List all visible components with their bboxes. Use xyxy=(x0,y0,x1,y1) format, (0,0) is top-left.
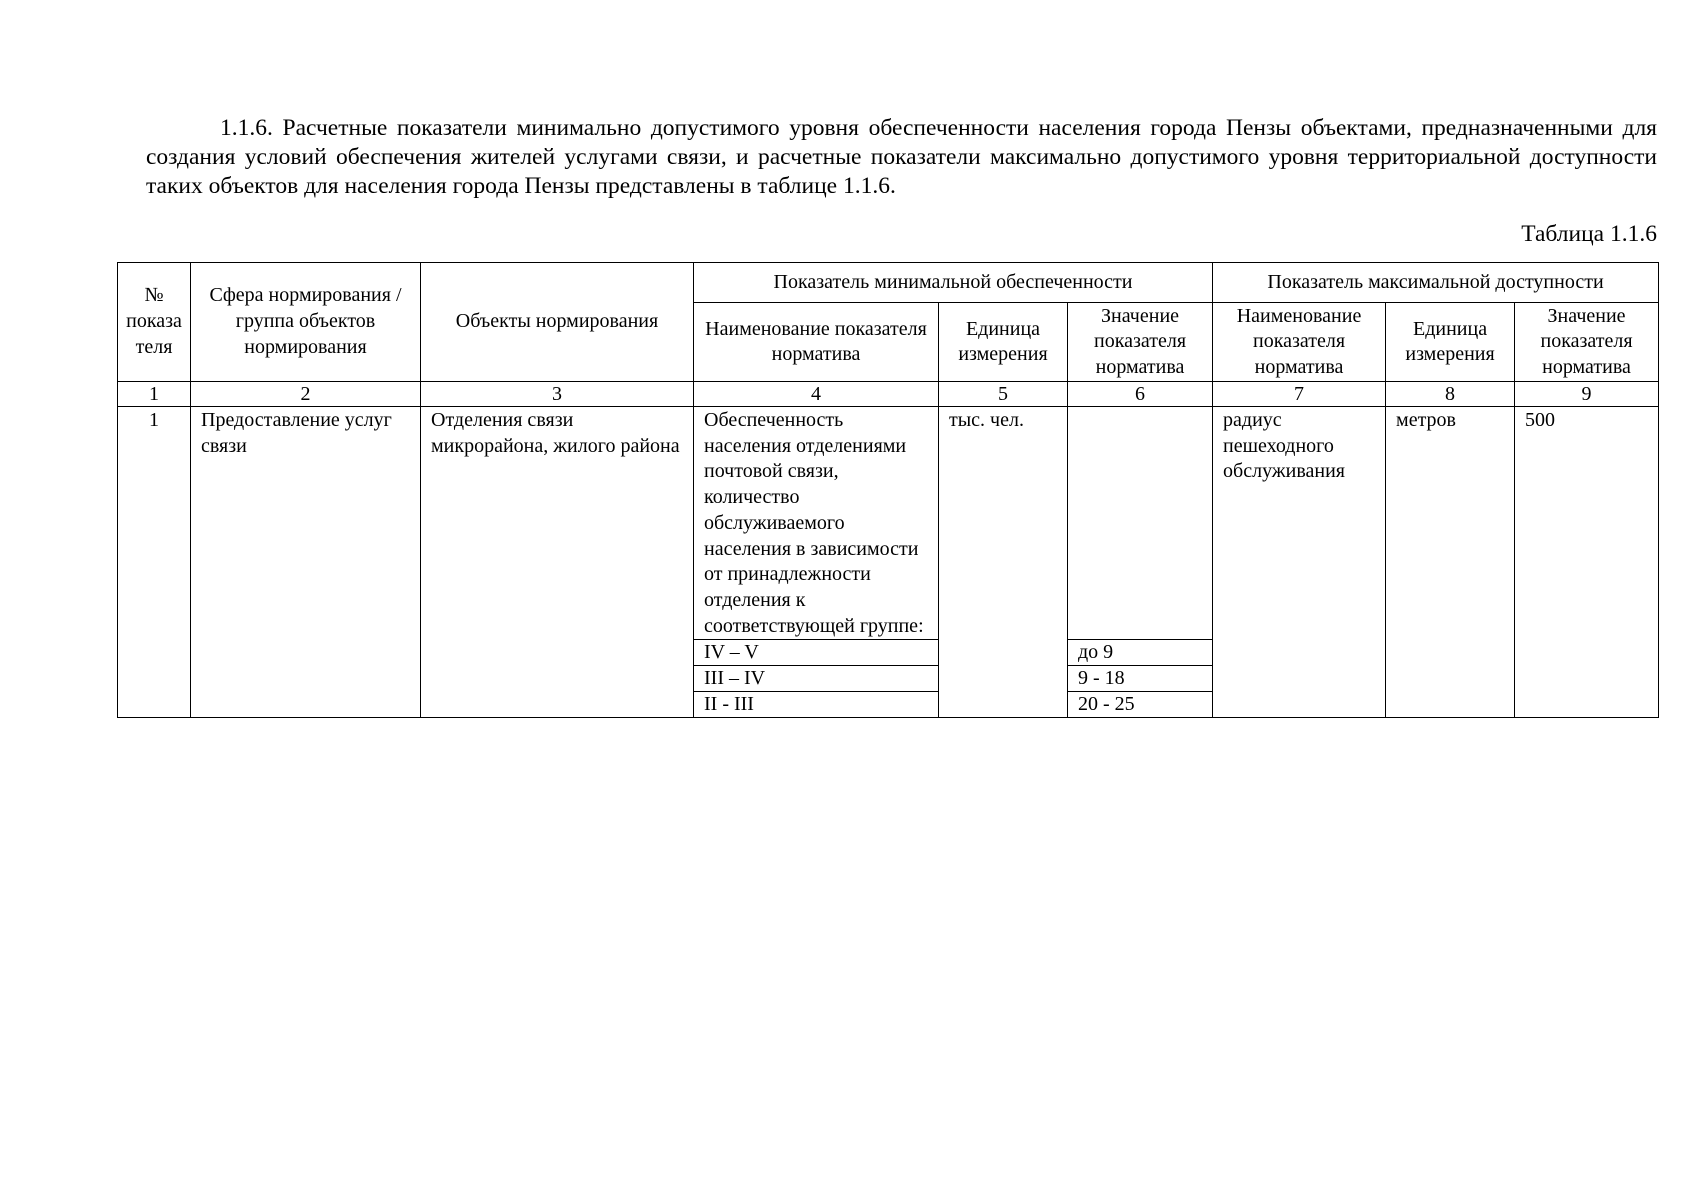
header-min-value: Значение показателя норматива xyxy=(1068,303,1213,382)
row-max-unit: метров xyxy=(1386,407,1515,718)
group-value: 20 - 25 xyxy=(1068,692,1213,718)
header-min-group: Показатель минимальной обеспеченности xyxy=(694,263,1213,303)
intro-paragraph: 1.1.6. Расчетные показатели минимально допустимого уровня обеспеченности населения города Пензы объектами, предназначенными для создания условий обеспечения жителей услугами связи, и расчетные показатели максимально допустимого уровня территориальной доступности таких объектов для населения города Пензы представлены в таблице 1.1.6. xyxy=(146,115,1657,199)
header-max-unit: Единица измерения xyxy=(1386,303,1515,382)
group-name: III – IV xyxy=(694,666,939,692)
column-number: 6 xyxy=(1068,382,1213,407)
column-number: 3 xyxy=(421,382,694,407)
row-max-name: радиус пешеходного обслуживания xyxy=(1213,407,1386,718)
column-number-row xyxy=(118,382,1659,407)
table-caption: Таблица 1.1.6 xyxy=(1521,221,1657,247)
group-name: IV – V xyxy=(694,640,939,666)
header-max-group: Показатель максимальной доступности xyxy=(1213,263,1659,303)
row-number: 1 xyxy=(118,407,191,718)
column-number: 7 xyxy=(1213,382,1386,407)
group-name: II - III xyxy=(694,692,939,718)
header-max-value: Значение показателя норматива xyxy=(1515,303,1659,382)
row-sphere: Предоставление услуг связи xyxy=(191,407,421,718)
row-min-name: Обеспеченность населения отделениями почтовой связи, количество обслуживаемого населения в зависимости от принадлежности отделения к соответствующей группе: xyxy=(694,407,939,640)
header-sphere: Сфера нормирования / группа объектов нормирования xyxy=(191,263,421,382)
column-number: 9 xyxy=(1515,382,1659,407)
column-number: 2 xyxy=(191,382,421,407)
column-number: 8 xyxy=(1386,382,1515,407)
header-min-name: Наименование показателя норматива xyxy=(694,303,939,382)
column-number: 4 xyxy=(694,382,939,407)
header-min-unit: Единица измерения xyxy=(939,303,1068,382)
group-value: 9 - 18 xyxy=(1068,666,1213,692)
header-objects: Объекты нормирования xyxy=(421,263,694,382)
row-min-value-empty xyxy=(1068,407,1213,640)
table-row xyxy=(118,407,1659,640)
row-min-unit: тыс. чел. xyxy=(939,407,1068,718)
header-number: № показа теля xyxy=(118,263,191,382)
norms-table xyxy=(117,262,1659,718)
row-max-value: 500 xyxy=(1515,407,1659,718)
table-header-row xyxy=(118,263,1659,303)
column-number: 1 xyxy=(118,382,191,407)
group-value: до 9 xyxy=(1068,640,1213,666)
header-max-name: Наименование показателя норматива xyxy=(1213,303,1386,382)
column-number: 5 xyxy=(939,382,1068,407)
row-objects: Отделения связи микрорайона, жилого района xyxy=(421,407,694,718)
